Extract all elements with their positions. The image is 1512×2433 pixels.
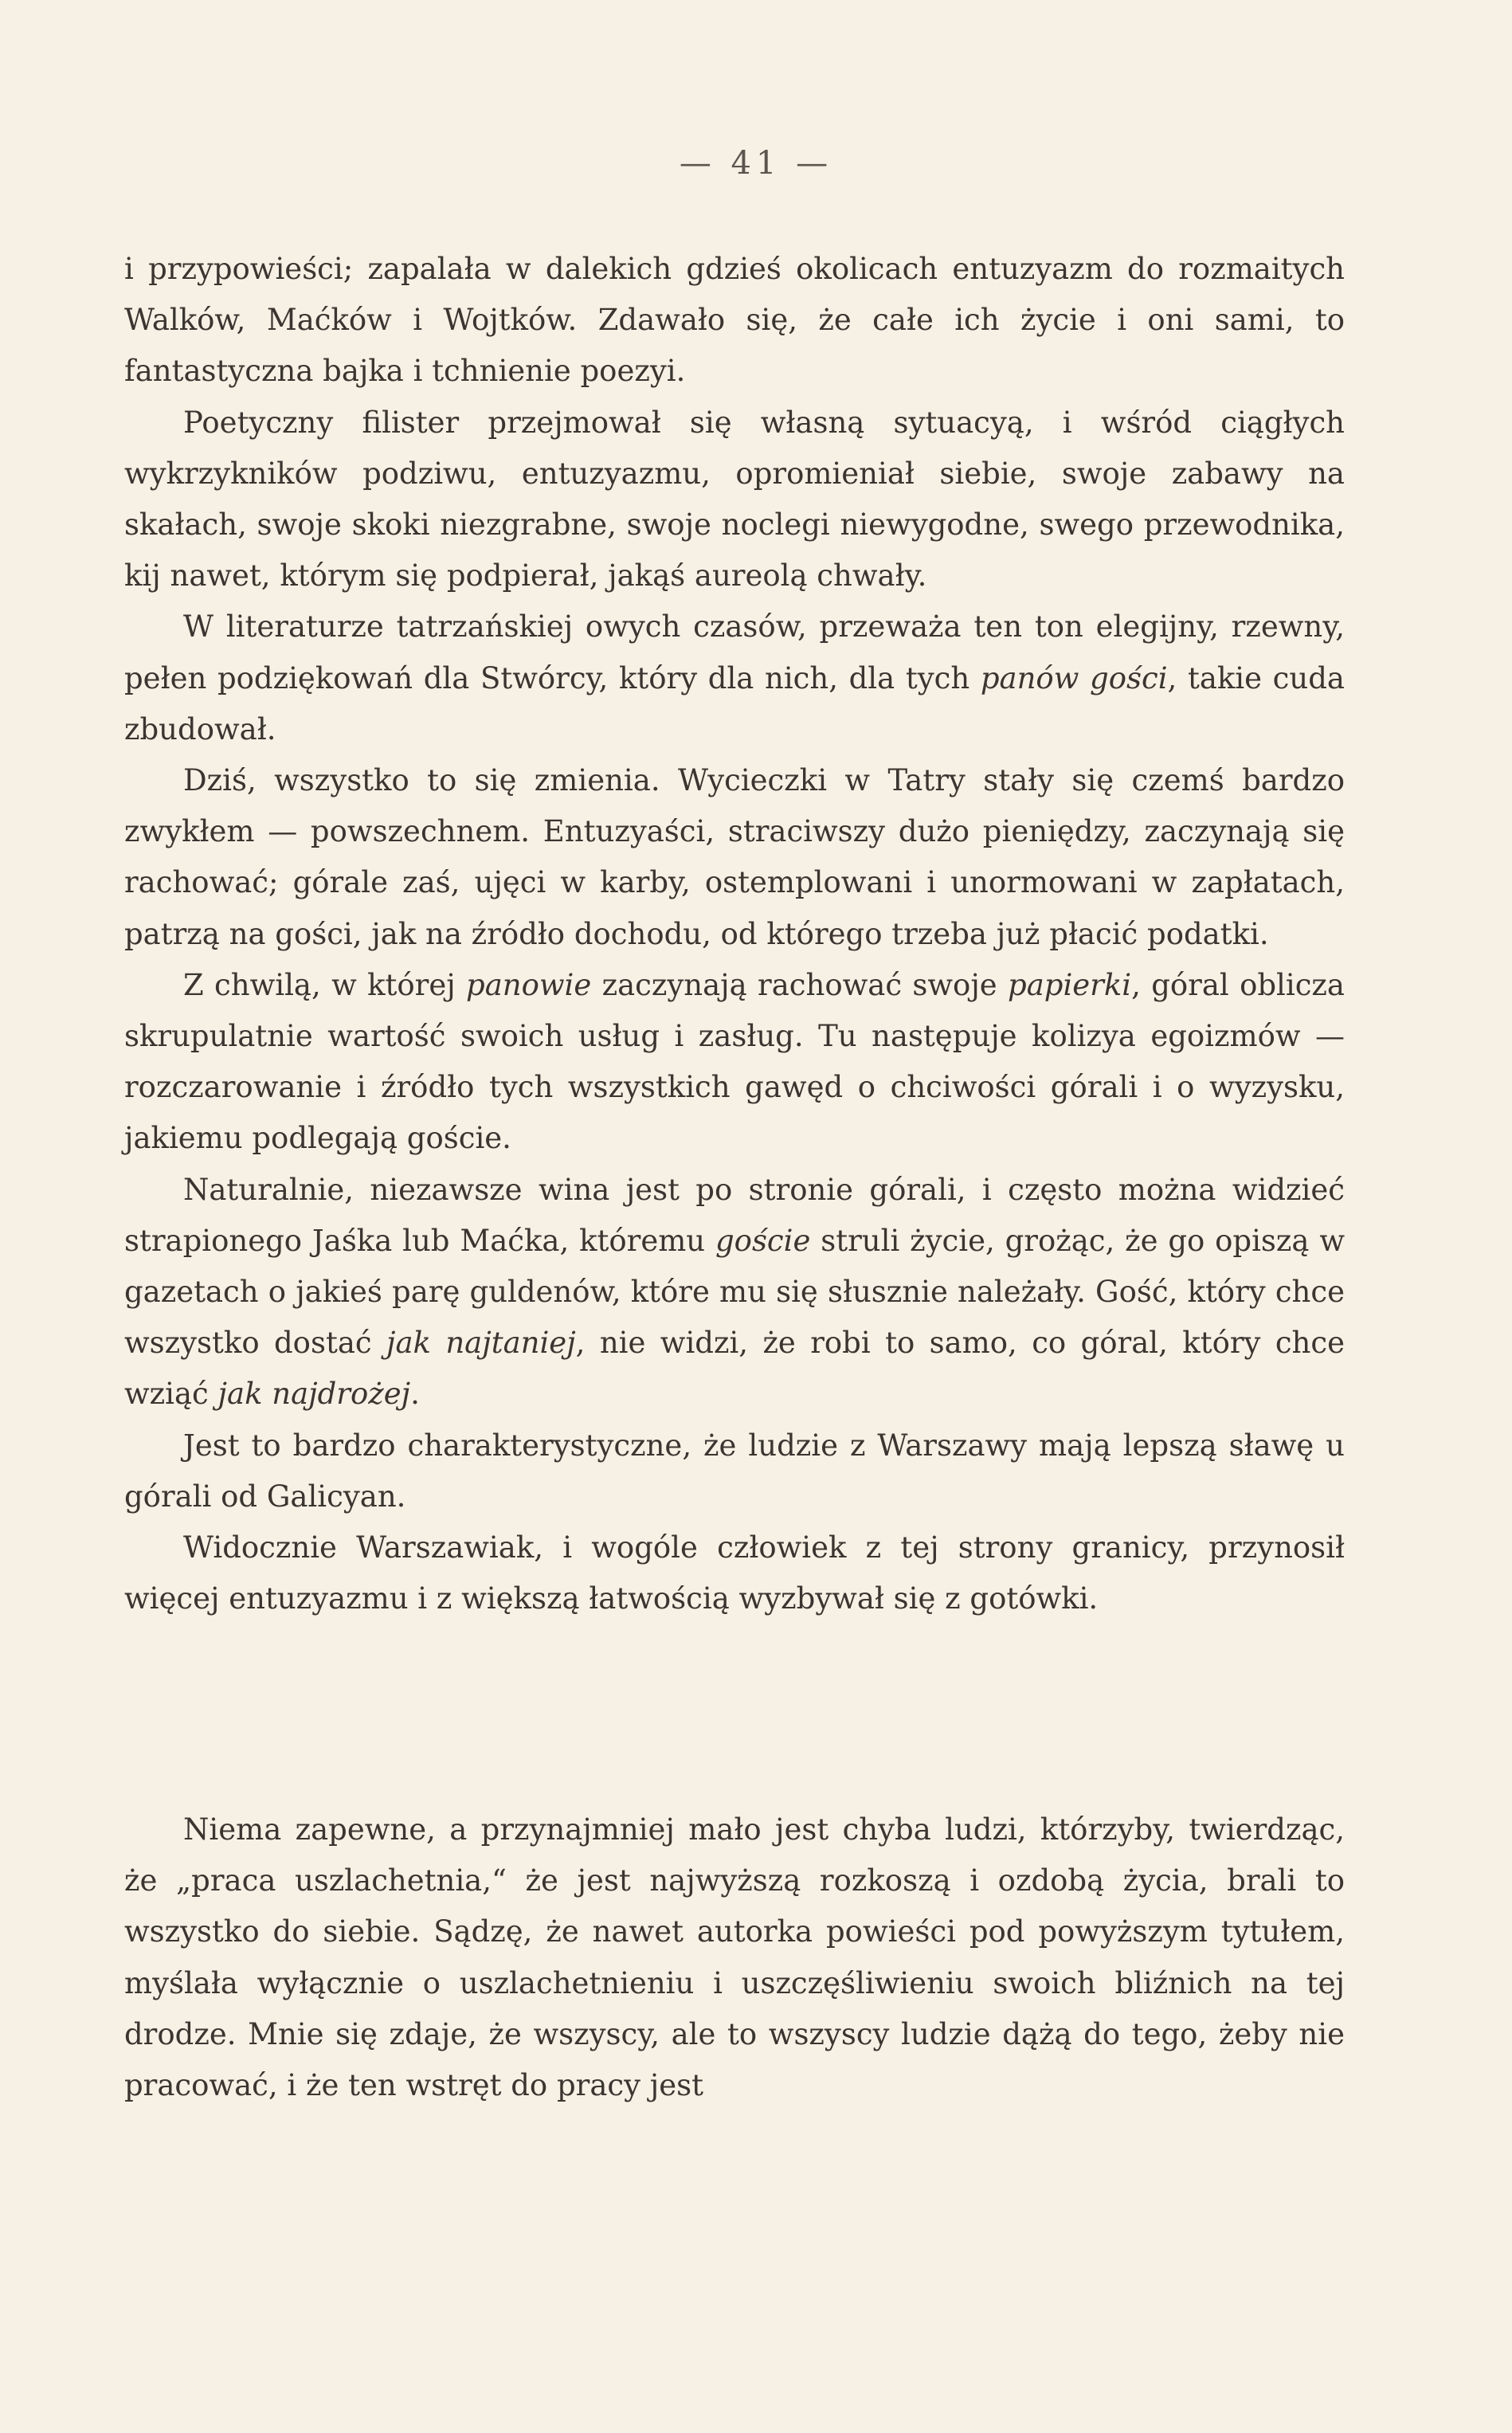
italic-text: panowie — [466, 967, 592, 1002]
italic-text: papierki — [1008, 967, 1132, 1002]
italic-text: panów gości — [980, 660, 1168, 695]
text-run: , góral oblicza skrupulatnie wartość swoich usług i zasług. Tu następuje kolizya egoizmów — rozczarowanie i źródło tych wszystkich gawęd o chciwości górali i o wyzysku, jakiemu podlegają goście. — [124, 967, 1345, 1156]
italic-text: jak najdrożej — [217, 1377, 411, 1412]
paragraph — [124, 244, 1345, 398]
text-run: . — [410, 1377, 420, 1412]
paragraph — [124, 398, 1345, 602]
paragraph — [124, 1420, 1345, 1522]
paragraph — [124, 601, 1345, 755]
paragraph — [124, 1804, 1345, 2111]
italic-text: goście — [715, 1223, 811, 1258]
text-run: Naturalnie, niezawsze wina jest po stronie górali, i często można widzieć strapionego Jaśka lub Maćka, któremu — [124, 1172, 1345, 1258]
text-run: Z chwilą, w której — [183, 967, 467, 1002]
text-run: zaczynają rachować swoje — [591, 967, 1009, 1002]
paragraph — [124, 755, 1345, 960]
text-run: Poetyczny filister przejmował się własną sytuacyą, i wśród ciągłych wykrzykników podziwu, entuzyazmu, opromieniał siebie, swoje zabawy na skałach, swoje skoki niezgrabne, swoje noclegi niewygodne, swego przewodnika, kij nawet, którym się podpierał, jakąś aureolą chwały. — [124, 405, 1345, 594]
paragraph — [124, 1165, 1345, 1420]
text-section-2 — [124, 1804, 1345, 2111]
text-run: , takie cuda zbudował. — [124, 660, 1345, 746]
text-section-1 — [124, 244, 1345, 1624]
italic-text: jak najtaniej — [386, 1326, 576, 1361]
text-run: Niema zapewne, a przynajmniej mało jest chyba ludzi, którzyby, twierdząc, że „praca uszlachetnia,“ że jest najwyższą rozkoszą i ozdobą życia, brali to wszystko do siebie. Sądzę, że nawet autorka powieści pod powyższym tytułem, myślała wyłącznie o uszlachetnieniu i uszczęśliwieniu swoich bliźnich na tej drodze. Mnie się zdaje, że wszyscy, ale to wszyscy ludzie dążą do tego, żeby nie pracować, i że ten wstręt do pracy jest — [124, 1812, 1345, 2103]
page-number: — 41 — — [679, 145, 833, 182]
text-run: Jest to bardzo charakterystyczne, że ludzie z Warszawy mają lepszą sławę u górali od Galicyan. — [124, 1428, 1345, 1514]
paragraph — [124, 1522, 1345, 1624]
text-run: , nie widzi, że robi to samo, co góral, który chce wziąć — [124, 1326, 1345, 1412]
text-run: Widocznie Warszawiak, i wogóle człowiek z tej strony granicy, przynosił więcej entuzyazmu i z większą łatwością wyzbywał się z gotówki. — [124, 1530, 1345, 1616]
text-run: W literaturze tatrzańskiej owych czasów, przeważa ten ton elegijny, rzewny, pełen podziękowań dla Stwórcy, który dla nich, dla tych — [124, 609, 1345, 695]
paragraph — [124, 960, 1345, 1165]
text-run: Dziś, wszystko to się zmienia. Wycieczki w Tatry stały się czemś bardzo zwykłem — powszechnem. Entuzyaści, straciwszy dużo pieniędzy, zaczynają się rachować; górale zaś, ujęci w karby, ostemplowani i unormowani w zapłatach, patrzą na gości, jak na źródło dochodu, od którego trzeba już płacić podatki. — [124, 763, 1345, 951]
text-run: struli życie, grożąc, że go opiszą w gazetach o jakieś parę guldenów, które mu się słusznie należały. Gość, który chce wszystko dostać — [124, 1223, 1345, 1361]
text-run: i przypowieści; zapalała w dalekich gdzieś okolicach entuzyazm do rozmaitych Walków, Maćków i Wojtków. Zdawało się, że całe ich życie i oni sami, to fantastyczna bajka i tchnienie poezyi. — [124, 252, 1345, 389]
